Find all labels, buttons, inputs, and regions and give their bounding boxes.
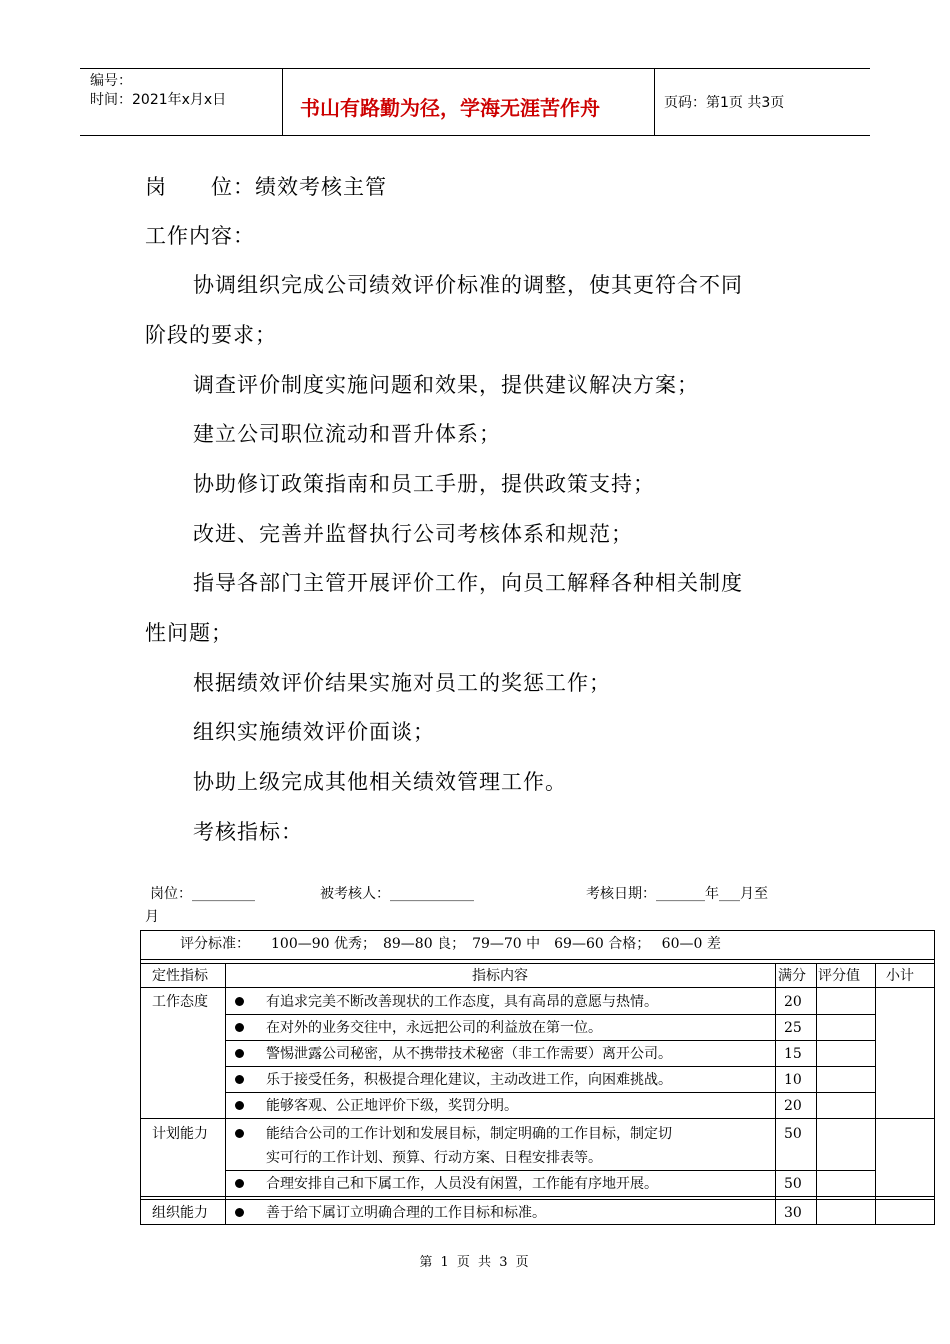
scoring-scale: 评分标准： 100—90 优秀； 89—80 良； 79—70 中 69—60 合格； 60—0 差 [180, 936, 721, 952]
duty-line: 调查评价制度实施问题和效果，提供建议解决方案； [193, 373, 699, 397]
duty-line: 性问题； [145, 621, 233, 645]
table-rule [140, 930, 141, 1225]
item-text: 乐于接受任务，积极提合理化建议，主动改进工作，向困难挑战。 [266, 1072, 672, 1088]
item-score: 25 [784, 1020, 802, 1036]
item-text: 能结合公司的工作计划和发展目标，制定明确的工作目标，制定切 [266, 1126, 672, 1142]
page-footer: 第 1 页 共 3 页 [419, 1255, 531, 1270]
job-content-label: 工作内容： [145, 224, 255, 248]
item-score: 50 [784, 1176, 802, 1192]
header-bottom-rule [80, 135, 870, 136]
header-top-rule [80, 68, 870, 69]
item-text: 善于给下属订立明确合理的工作目标和标准。 [266, 1205, 546, 1221]
duty-line: 协助上级完成其他相关绩效管理工作。 [193, 770, 567, 794]
col-header-full-score: 满分 [778, 968, 806, 984]
table-rule [140, 959, 935, 960]
item-text: 警惕泄露公司秘密，从不携带技术秘密（非工作需要）离开公司。 [266, 1046, 672, 1062]
item-text: 能够客观、公正地评价下级，奖罚分明。 [266, 1098, 518, 1114]
bullet-icon [235, 1049, 244, 1058]
table-rule [225, 1170, 875, 1171]
indicators-label: 考核指标： [193, 820, 303, 844]
group-name: 组织能力 [152, 1205, 208, 1221]
job-title: 岗 位：绩效考核主管 [145, 175, 387, 199]
item-score: 20 [784, 994, 802, 1010]
table-rule [225, 1066, 875, 1067]
col-header-content: 指标内容 [472, 968, 528, 984]
item-text: 在对外的业务交往中，永远把公司的利益放在第一位。 [266, 1020, 602, 1036]
table-rule [875, 963, 876, 1225]
bullet-icon [235, 1075, 244, 1084]
duty-line: 改进、完善并监督执行公司考核体系和规范； [193, 522, 633, 546]
group-name: 计划能力 [152, 1126, 208, 1142]
col-header-subtotal: 小计 [886, 968, 914, 984]
duty-line: 建立公司职位流动和晋升体系； [193, 422, 501, 446]
group-name: 工作态度 [152, 994, 208, 1010]
col-header-indicator: 定性指标 [152, 968, 208, 984]
col-header-score: 评分值 [818, 968, 860, 984]
duty-line: 指导各部门主管开展评价工作，向员工解释各种相关制度 [193, 571, 743, 595]
header-motto: 书山有路勤为径，学海无涯苦作舟 [300, 96, 600, 120]
table-rule [225, 963, 226, 1225]
item-text-continued: 实可行的工作计划、预算、行动方案、日程安排表等。 [266, 1150, 602, 1166]
bullet-icon [235, 1129, 244, 1138]
header-divider-2 [654, 68, 655, 136]
table-rule [775, 963, 776, 1225]
item-score: 30 [784, 1205, 802, 1221]
duty-line: 协调组织完成公司绩效评价标准的调整，使其更符合不同 [193, 273, 743, 297]
item-score: 10 [784, 1072, 802, 1088]
item-text: 有追求完美不断改善现状的工作态度，具有高昂的意愿与热情。 [266, 994, 658, 1010]
duty-line: 协助修订政策指南和员工手册，提供政策支持； [193, 472, 655, 496]
doc-number-label: 编号： [90, 73, 132, 89]
table-rule [140, 930, 935, 931]
item-text: 合理安排自己和下属工作，人员没有闲置，工作能有序地开展。 [266, 1176, 658, 1192]
item-score: 50 [784, 1126, 802, 1142]
table-rule [225, 1040, 875, 1041]
duty-line: 阶段的要求； [145, 323, 277, 347]
table-rule [934, 930, 935, 1225]
item-score: 15 [784, 1046, 802, 1062]
duty-line: 组织实施绩效评价面谈； [193, 720, 435, 744]
doc-time-label: 时间：2021年x月x日 [90, 92, 227, 108]
form-date-continued: 月 [145, 909, 159, 925]
form-assessee: 被考核人：____________ [320, 886, 474, 902]
form-position: 岗位：_________ [150, 886, 255, 902]
bullet-icon [235, 1101, 244, 1110]
bullet-icon [235, 1179, 244, 1188]
page-info: 页码：第1页 共3页 [664, 95, 785, 111]
item-score: 20 [784, 1098, 802, 1114]
table-rule [816, 963, 817, 1225]
table-rule [225, 1014, 875, 1015]
form-date: 考核日期：_______年___月至 [586, 886, 768, 902]
duty-line: 根据绩效评价结果实施对员工的奖惩工作； [193, 671, 611, 695]
header-divider-1 [282, 68, 283, 136]
bullet-icon [235, 1023, 244, 1032]
bullet-icon [235, 1208, 244, 1217]
table-rule [225, 1092, 875, 1093]
bullet-icon [235, 997, 244, 1006]
